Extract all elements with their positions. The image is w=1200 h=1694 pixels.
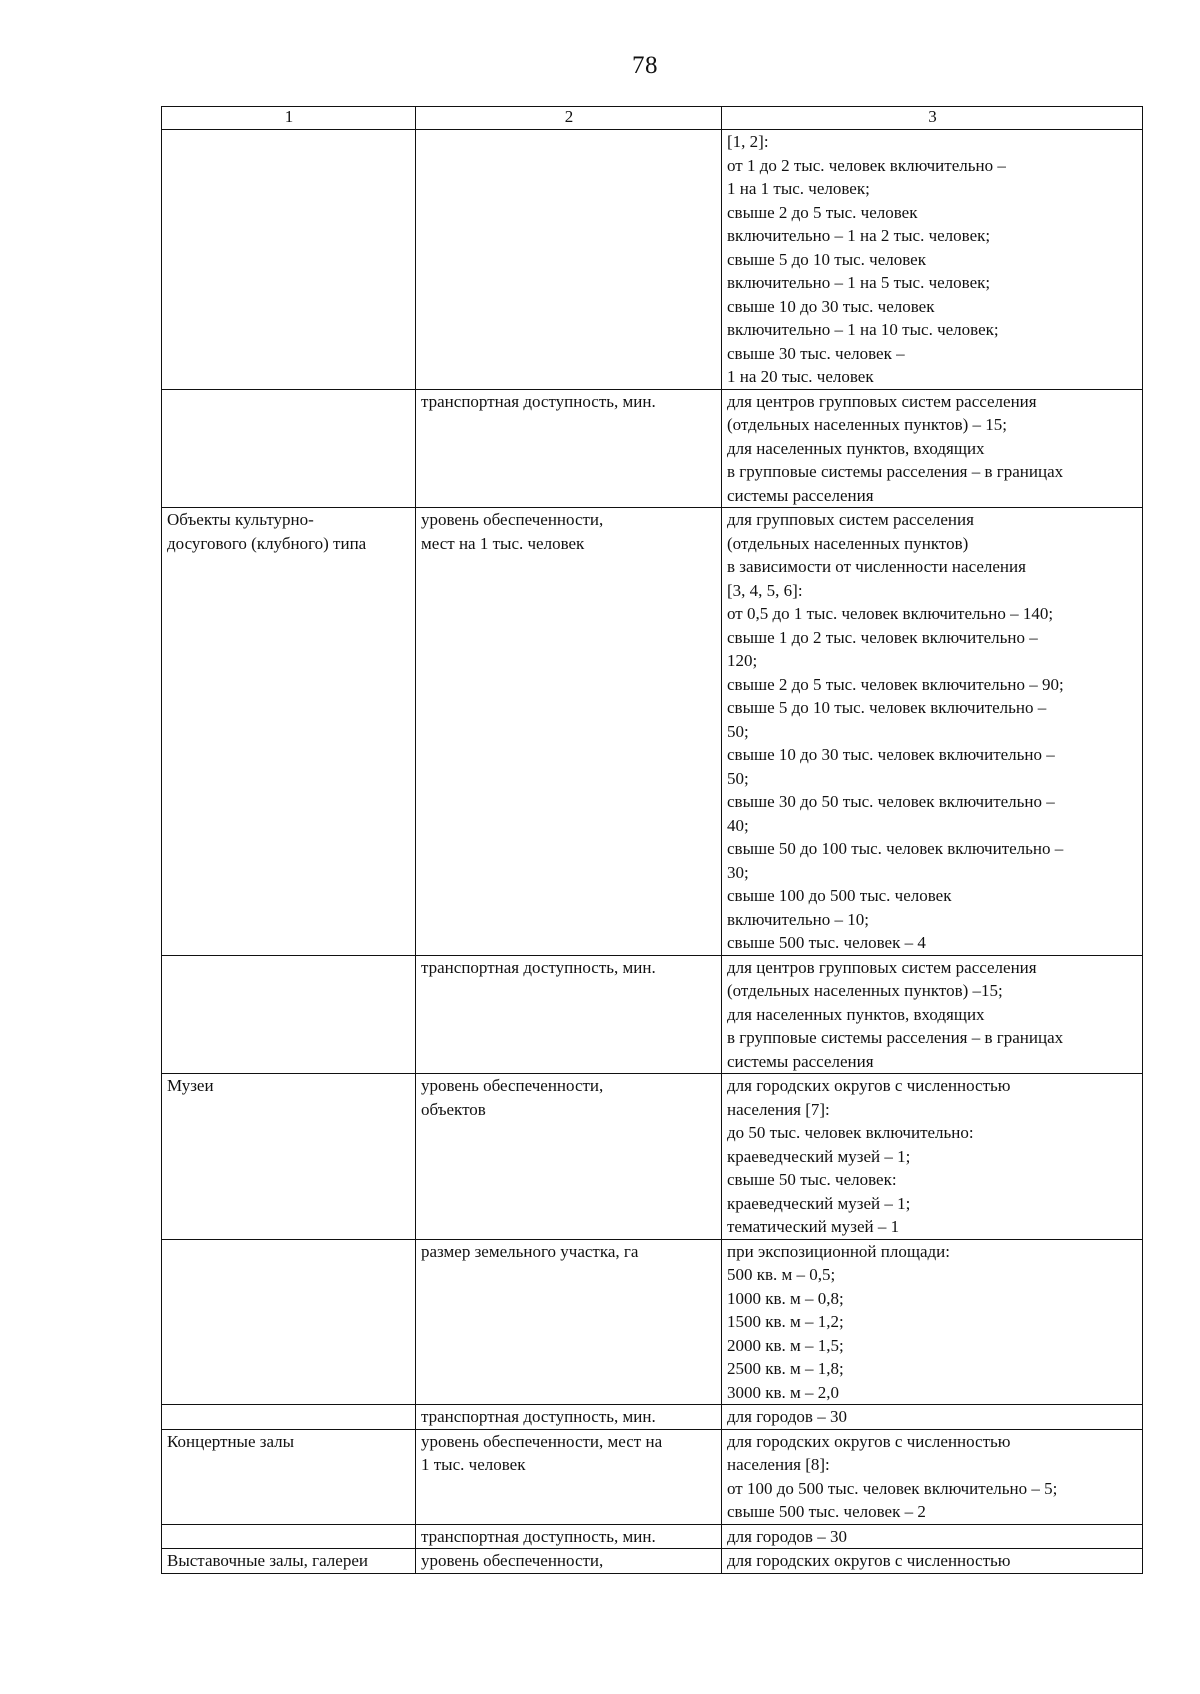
cell-line: свыше 100 до 500 тыс. человек [727,886,952,905]
cell-line: уровень обеспеченности, мест на [421,1431,663,1451]
object-type-cell [162,955,416,1074]
cell-line: 500 кв. м – 0,5; [727,1265,836,1284]
header-row [162,107,1143,130]
cell-line: для групповых систем расселения [727,510,974,529]
table-row [162,130,1143,390]
cell-line: 2500 кв. м – 1,8; [727,1359,844,1378]
table-row [162,508,1143,956]
cell-line: включительно – 1 на 5 тыс. человек; [727,273,991,292]
table-row [162,1549,1143,1574]
table-row [162,1405,1143,1430]
indicator-cell [416,1549,722,1574]
object-type-cell [162,1524,416,1549]
cell-line: системы расселения [727,1051,874,1071]
cell-line: свыше 10 до 30 тыс. человек [727,296,935,316]
column-header-1: 1 [162,107,416,130]
cell-line: Объекты культурно- [167,510,314,529]
cell-line: включительно – 10; [727,909,870,929]
cell-line: уровень обеспеченности, [421,1551,604,1570]
cell-line: (отдельных населенных пунктов) – 15; [727,415,1008,434]
cell-line: для центров групповых систем расселения [727,391,1037,411]
object-type-cell [162,389,416,508]
value-cell [722,955,1143,1074]
indicator-cell [416,389,722,508]
cell-line: системы расселения [727,485,874,505]
cell-line: краеведческий музей – 1; [727,1193,911,1213]
cell-line: для городов – 30 [727,1407,847,1426]
cell-line: объектов [421,1099,486,1119]
cell-line: [1, 2]: [727,132,769,151]
cell-line: 1 тыс. человек [421,1455,526,1474]
value-cell [722,389,1143,508]
object-type-cell [162,508,416,956]
indicator-cell [416,955,722,1074]
cell-line: уровень обеспеченности, [421,1076,604,1095]
cell-line: включительно – 1 на 2 тыс. человек; [727,226,991,245]
object-type-cell [162,1239,416,1405]
cell-line: для городских округов с численностью [727,1431,1011,1451]
table-row [162,955,1143,1074]
cell-line: транспортная доступность, мин. [421,957,656,977]
table-body [162,130,1143,1574]
cell-line: тематический музей – 1 [727,1217,900,1236]
indicator-cell [416,1074,722,1240]
cell-line: уровень обеспеченности, [421,510,604,529]
cell-line: 3000 кв. м – 2,0 [727,1382,840,1402]
cell-line: в групповые системы расселения – в границах [727,1028,1064,1047]
table-row [162,1429,1143,1524]
table-row [162,1074,1143,1240]
indicator-cell [416,1429,722,1524]
value-cell [722,1074,1143,1240]
cell-line: 40; [727,815,749,835]
object-type-cell [162,130,416,390]
cell-line: свыше 500 тыс. человек – 2 [727,1502,926,1521]
cell-line: краеведческий музей – 1; [727,1146,911,1166]
cell-line: свыше 2 до 5 тыс. человек [727,202,918,222]
cell-line: (отдельных населенных пунктов) –15; [727,981,1003,1000]
value-cell [722,1405,1143,1430]
cell-line: от 0,5 до 1 тыс. человек включительно – 140; [727,604,1054,623]
cell-line: 1 на 20 тыс. человек [727,367,874,386]
cell-line: для населенных пунктов, входящих [727,1004,985,1024]
cell-line: транспортная доступность, мин. [421,1407,656,1426]
indicator-cell [416,508,722,956]
column-header-2: 2 [416,107,722,130]
norms-table [161,106,1143,1574]
cell-line: размер земельного участка, га [421,1241,639,1261]
value-cell [722,1429,1143,1524]
cell-line: свыше 2 до 5 тыс. человек включительно – 90; [727,674,1064,694]
cell-line: свыше 50 тыс. человек: [727,1170,897,1189]
cell-line: Музеи [167,1076,214,1095]
cell-line: транспортная доступность, мин. [421,1526,656,1546]
cell-line: 2000 кв. м – 1,5; [727,1335,844,1355]
page-number: 78 [632,52,658,79]
object-type-cell [162,1429,416,1524]
cell-line: для населенных пунктов, входящих [727,438,985,458]
cell-line: включительно – 1 на 10 тыс. человек; [727,320,999,339]
cell-line: 120; [727,651,758,670]
value-cell [722,130,1143,390]
cell-line: свыше 5 до 10 тыс. человек включительно – [727,698,1047,717]
value-cell [722,508,1143,956]
cell-line: свыше 30 тыс. человек – [727,343,905,363]
cell-line: от 1 до 2 тыс. человек включительно – [727,155,1006,175]
column-header-3: 3 [722,107,1143,130]
cell-line: свыше 500 тыс. человек – 4 [727,933,926,952]
cell-line: свыше 10 до 30 тыс. человек включительно – [727,745,1055,764]
cell-line: для городов – 30 [727,1526,847,1546]
cell-line: свыше 50 до 100 тыс. человек включительно – [727,839,1064,858]
value-cell [722,1524,1143,1549]
cell-line: Выставочные залы, галереи [167,1551,368,1570]
cell-line: в групповые системы расселения – в границах [727,462,1064,481]
cell-line: Концертные залы [167,1431,295,1451]
table-row [162,1239,1143,1405]
cell-line: для городских округов с численностью [727,1551,1011,1570]
indicator-cell [416,1405,722,1430]
cell-line: 50; [727,768,749,788]
value-cell [722,1239,1143,1405]
indicator-cell [416,1239,722,1405]
cell-line: до 50 тыс. человек включительно: [727,1123,974,1142]
cell-line: мест на 1 тыс. человек [421,533,585,553]
cell-line: свыше 5 до 10 тыс. человек [727,249,926,269]
cell-line: для городских округов с численностью [727,1076,1011,1095]
cell-line: населения [8]: [727,1455,830,1474]
cell-line: для центров групповых систем расселения [727,957,1037,977]
cell-line: 50; [727,721,749,741]
cell-line: 30; [727,862,749,882]
cell-line: от 100 до 500 тыс. человек включительно – 5; [727,1478,1058,1498]
table-row [162,389,1143,508]
cell-line: [3, 4, 5, 6]: [727,580,803,600]
indicator-cell [416,1524,722,1549]
cell-line: свыше 30 до 50 тыс. человек включительно – [727,792,1055,811]
cell-line: населения [7]: [727,1099,830,1119]
indicator-cell [416,130,722,390]
cell-line: (отдельных населенных пунктов) [727,533,969,553]
cell-line: 1500 кв. м – 1,2; [727,1312,844,1331]
cell-line: 1000 кв. м – 0,8; [727,1288,844,1308]
value-cell [722,1549,1143,1574]
table-row [162,1524,1143,1549]
cell-line: в зависимости от численности населения [727,557,1026,576]
object-type-cell [162,1549,416,1574]
cell-line: досугового (клубного) типа [167,533,367,553]
cell-line: при экспозиционной площади: [727,1241,950,1261]
cell-line: свыше 1 до 2 тыс. человек включительно – [727,627,1038,647]
cell-line: транспортная доступность, мин. [421,391,656,411]
object-type-cell [162,1074,416,1240]
object-type-cell [162,1405,416,1430]
cell-line: 1 на 1 тыс. человек; [727,179,870,198]
